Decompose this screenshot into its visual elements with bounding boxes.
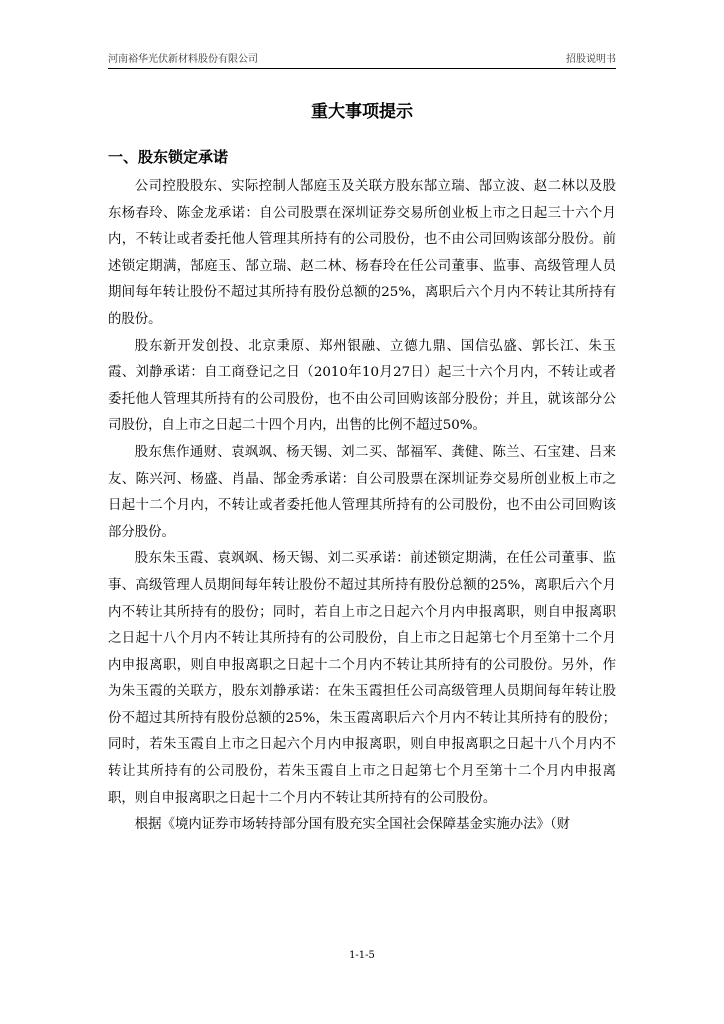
- paragraph: 根据《境内证券市场转持部分国有股充实全国社会保障基金实施办法》（财: [134, 817, 570, 833]
- body-text: [108, 174, 616, 839]
- page-title: 重大事项提示: [311, 102, 413, 122]
- paragraph: 股东新开发创投、北京秉原、郑州银融、立德九鼎、国信弘盛、郭长江、朱玉霞、刘静承诺：自工商登记之日（2010年10月27日）起三十六个月内，不转让或者委托他人管理其所持有的公司股份，也不由公司回购该部分股份；并且，就该部分公司股份，自上市之日起二十四个月内，出售的比例不超过50%。: [108, 338, 616, 434]
- paragraph: 公司控股股东、实际控制人郜庭玉及关联方股东郜立瑞、郜立波、赵二林以及股东杨春玲、陈金龙承诺：自公司股票在深圳证券交易所创业板上市之日起三十六个月内，不转让或者委托他人管理其所持有的公司股份，也不由公司回购该部分股份。前述锁定期满，郜庭玉、郜立瑞、赵二林、杨春玲在任公司董事、监事、高级管理人员期间每年转让股份不超过其所持有股份总额的25%，离职后六个月内不转让其所持有的股份。: [108, 179, 616, 327]
- header-document-type: 招股说明书: [566, 54, 616, 65]
- page-number: 1-1-5: [349, 950, 375, 961]
- section-heading: 一、股东锁定承诺: [108, 148, 229, 166]
- paragraph: 股东焦作通财、袁飒飒、杨天锡、刘二买、郜福军、龚健、陈兰、石宝建、吕来友、陈兴河、杨盛、肖晶、郜金秀承诺：自公司股票在深圳证券交易所创业板上市之日起十二个月内，不转让或者委托他人管理其所持有的公司股份，也不由公司回购该部分股份。: [108, 444, 616, 540]
- header-company-name: 河南裕华光伏新材料股份有限公司: [108, 54, 258, 65]
- paragraph: 股东朱玉霞、袁飒飒、杨天锡、刘二买承诺：前述锁定期满，在任公司董事、监事、高级管理人员期间每年转让股份不超过其所持有股份总额的25%，离职后六个月内不转让其所持有的股份；同时，若自上市之日起六个月内申报离职，则自申报离职之日起十八个月内不转让其所持有的公司股份，自上市之日起第七个月至第十二个月内申报离职，则自申报离职之日起十二个月内不转让其所持有的公司股份。另外，作为朱玉霞的关联方，股东刘静承诺：在朱玉霞担任公司高级管理人员期间每年转让股份不超过其所持有股份总额的25%，朱玉霞离职后六个月内不转让其所持有的股份；同时，若朱玉霞自上市之日起六个月内申报离职，则自申报离职之日起十八个月内不转让其所持有的公司股份，若朱玉霞自上市之日起第七个月至第十二个月内申报离职，则自申报离职之日起十二个月内不转让其所持有的公司股份。: [108, 551, 616, 806]
- page-header: [108, 50, 616, 69]
